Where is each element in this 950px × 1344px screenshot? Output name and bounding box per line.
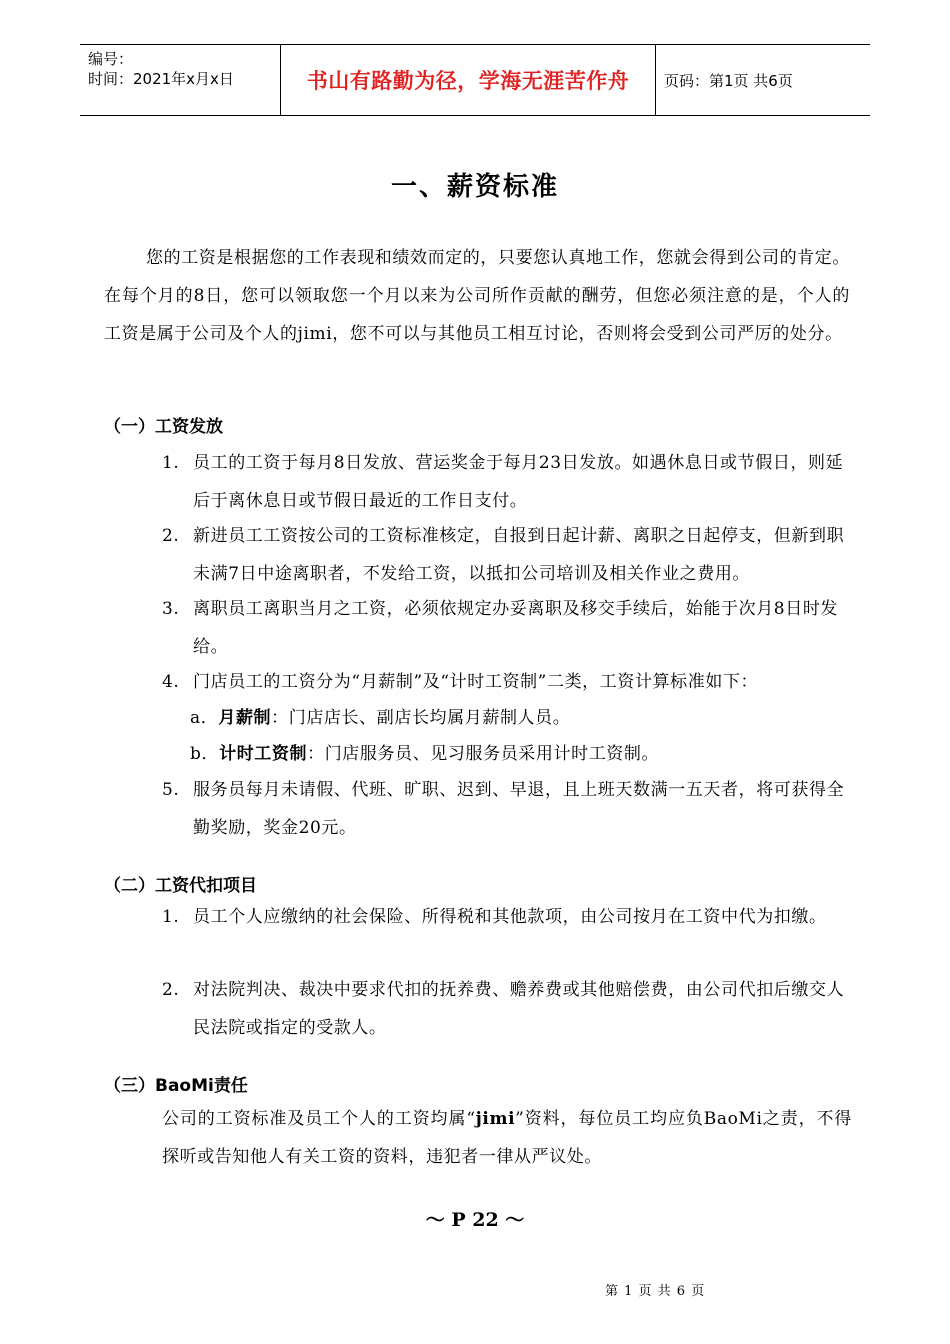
item-text: 员工个人应缴纳的社会保险、所得税和其他款项，由公司按月在工资中代为扣缴。 (193, 907, 827, 927)
header-page-code: 页码：第1页 共6页 (664, 71, 793, 90)
header-motto: 书山有路勤为径，学海无涯苦作舟 (281, 45, 656, 115)
page-title: 一、薪资标准 (390, 172, 559, 202)
section3-body-term: jimi (475, 1109, 516, 1129)
page-number: ～ P 22 ～ (425, 1209, 525, 1231)
item-number: 4. (162, 672, 180, 692)
section3-heading: （三）BaoMi责任 (104, 1076, 248, 1096)
item-number: 1. (162, 453, 180, 473)
section3-body-pre: 公司的工资标准及员工个人的工资均属“ (162, 1109, 476, 1129)
section1-item-1 (162, 444, 852, 520)
item-text: 离职员工离职当月之工资，必须依规定办妥离职及移交手续后，始能于次月8日时发给。 (193, 599, 839, 657)
subitem-term: 月薪制 (218, 708, 272, 728)
section3-body (162, 1100, 852, 1176)
item-number: 2. (162, 980, 180, 1000)
section3-body-post: ”资料，每位员工均应负BaoMi之责，不得探听或告知他人有关工资的资料，违犯者一律从严议处。 (162, 1109, 853, 1167)
section1-subitem-a (190, 699, 570, 737)
section2-item-1 (162, 898, 852, 936)
section1-heading: （一）工资发放 (104, 417, 223, 437)
section1-item-5 (162, 771, 852, 847)
section2-heading: （二）工资代扣项目 (104, 876, 257, 896)
item-number: 5. (162, 780, 180, 800)
subitem-text: ：门店店长、副店长均属月薪制人员。 (271, 708, 571, 728)
section2-item-2 (162, 971, 852, 1047)
item-text: 员工的工资于每月8日发放、营运奖金于每月23日发放。如遇休息日或节假日，则延后于离休息日或节假日最近的工作日支付。 (193, 453, 844, 511)
section1-item-3 (162, 590, 852, 666)
subitem-label: b． (190, 744, 220, 764)
header-table (80, 44, 870, 116)
section1-item-2 (162, 517, 852, 593)
item-text: 新进员工工资按公司的工资标准核定，自报到日起计薪、离职之日起停支，但新到职未满7日中途离职者，不发给工资，以抵扣公司培训及相关作业之费用。 (193, 526, 845, 584)
header-number-label: 编号： (88, 50, 134, 68)
section1-item-4 (162, 663, 852, 701)
intro-paragraph: 您的工资是根据您的工作表现和绩效而定的，只要您认真地工作，您就会得到公司的肯定。在每个月的8日，您可以领取您一个月以来为公司所作贡献的酬劳，但您必须注意的是，个人的工资是属于公司及个人的jimi，您不可以与其他员工相互讨论，否则将会受到公司严厉的处分。 (104, 248, 850, 344)
subitem-term: 计时工资制 (219, 744, 308, 764)
section1-subitem-b (190, 735, 659, 773)
item-text: 对法院判决、裁决中要求代扣的抚养费、赡养费或其他赔偿费，由公司代扣后缴交人民法院或指定的受款人。 (193, 980, 845, 1038)
header-time-label: 时间：2021年x月x日 (88, 70, 234, 88)
item-number: 1. (162, 907, 180, 927)
header-meta-cell (80, 45, 281, 115)
item-number: 2. (162, 526, 180, 546)
subitem-text: ：门店服务员、见习服务员采用计时工资制。 (307, 744, 660, 764)
item-number: 3. (162, 599, 180, 619)
item-text: 门店员工的工资分为“月薪制”及“计时工资制”二类，工资计算标准如下： (193, 672, 759, 692)
item-text: 服务员每月未请假、代班、旷职、迟到、早退，且上班天数满一五天者，将可获得全勤奖励，奖金20元。 (193, 780, 845, 838)
subitem-label: a． (190, 708, 219, 728)
page-footer: 第 1 页 共 6 页 (605, 1284, 706, 1299)
